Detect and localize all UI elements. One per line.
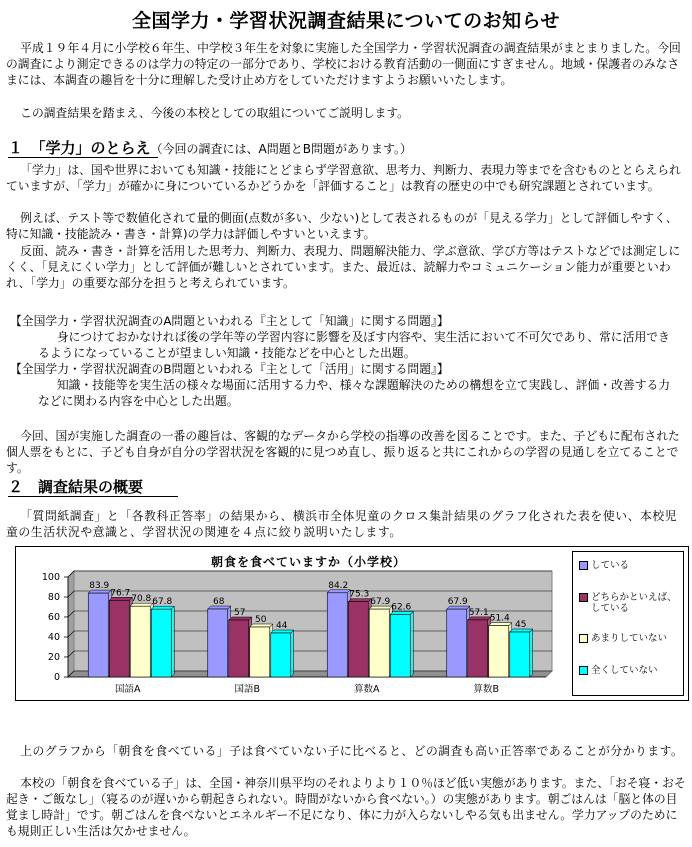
y-tick-label: 20 [47, 652, 60, 663]
bar [510, 632, 530, 677]
bar [109, 600, 129, 677]
chart-title: 朝食を食べていますか（小学校） [211, 555, 407, 569]
legend-swatch [579, 561, 588, 570]
intro-paragraph-1: 平成１９年４月に小学校６年生、中学校３年生を対象に実施した全国学力・学習状況調査の調査結果がまとまりました。今回の調査により測定できるのは学力の特定の一部分であり、学校における教育活動の一側面にすぎません。地域・保護者のみなさまには、本調査の趣旨を十分に理解した受け止め方をしていただけますようお願いいたします。 [6, 41, 681, 87]
bar [88, 593, 108, 677]
data-label: 75.3 [349, 589, 370, 600]
section-2-heading: ２ 調査結果の概要 [8, 478, 144, 496]
legend-label: どちらかといえば、している [591, 592, 677, 614]
problem-a-heading: 【全国学力・学習状況調査のA問題といわれる『主として「知識」に関する問題』】 [10, 314, 449, 328]
data-label: 44 [276, 621, 288, 631]
bar [130, 606, 150, 677]
y-tick-label: 60 [47, 612, 60, 623]
section-1-closing: 今回、国が実施した調査の一番の趣旨は、客観的なデータから学校の指導の改善を図ることです。また、子どもに配布された個人票をもとに、子ども自身が自分の学習状況を客観的に見つめ直し、振り返ると共にこれからの学習の見通しを立てることです。 [6, 429, 680, 475]
bar [250, 627, 270, 677]
data-label: 76.7 [110, 588, 131, 599]
page-title: 全国学力・学習状況調査結果についてのお知らせ [131, 10, 561, 32]
data-label: 70.8 [131, 594, 152, 605]
bar [271, 633, 291, 677]
data-label: 67.9 [447, 597, 468, 608]
breakfast-chart [15, 546, 689, 701]
problem-b-heading: 【全国学力・学習状況調査のB問題といわれる『主として「活用」に関する問題』】 [10, 362, 449, 376]
section-1-title: １ 「学力」のとらえ [8, 139, 151, 157]
bar [348, 602, 368, 677]
bar [151, 609, 171, 677]
section-2-paragraph: 「質問紙調査」と「各教科正答率」の結果から、横浜市全体児童のクロス集計結果のグラフ化された表を使い、本校児童の生活状況や意識と、学習状況の関連を４点に絞り説明いたします。 [6, 509, 678, 539]
legend-label: 全くしていない [591, 665, 658, 676]
chart-plot [16, 547, 572, 700]
legend-swatch [579, 666, 588, 675]
x-tick-label: 算数A [354, 684, 380, 695]
chart-legend [572, 551, 684, 696]
x-tick-label: 国語B [234, 684, 261, 695]
problem-b-description: 知識・技能等を実生活の様々な場面に活用する力や、様々な課題解決のための構想を立て実践し、評価・改善する力などに関わる内容を中心とした出題。 [38, 378, 671, 408]
x-tick-label: 国語A [115, 684, 141, 695]
bar-side [171, 606, 174, 677]
data-label: 84.2 [328, 580, 349, 591]
bar [369, 609, 389, 677]
bar-side [291, 630, 294, 677]
data-label: 67.8 [152, 597, 173, 608]
bar [390, 614, 410, 677]
data-label: 57 [234, 608, 246, 618]
section-1-paragraph-2: 例えば、テスト等で数値化されて量的側面(点数が多い、少ない)として表されるものが「見える学力」として評価しやすく、特に知識・技能読み・書き・計算)の学力は評価しやすいといえます。 [6, 211, 678, 241]
bar-side [410, 611, 413, 677]
data-label: 67.9 [370, 597, 391, 608]
legend-swatch [579, 634, 588, 643]
bar [468, 620, 488, 677]
data-label: 57.1 [468, 607, 489, 618]
x-tick-label: 算数B [473, 684, 500, 695]
data-label: 62.6 [391, 602, 412, 613]
legend-swatch [579, 593, 588, 602]
section-1-paragraph-3: 反面、読み・書き・計算を活用した思考力、判断力、表現力、問題解決能力、学ぶ意欲、学び方等はテストなどでは測定しにくく、「見えにくい学力」として評価が難しいとされています。また、最近は、読解力やコミュニケーション能力が重要といわれ、「学力」の重要な部分を担うと考えられています。 [6, 244, 681, 290]
bar [447, 609, 467, 677]
section-2-underline [8, 496, 178, 497]
after-chart-paragraph-2: 本校の「朝食を食べている子」は、全国・神奈川県平均のそれよりより１０％ほど低い実態があります。また、「おそ寝・おそ起き・ご飯なし」（寝るのが遅いから朝起きられない。時間がないから食べない。）の実態があります。朝ごはんは「脳と体の目覚まし時計」です。朝ごはんを食べないとエネルギー不足になり、体に力が入らないしやる気も出ません。学力アップのためにも規則正しい生活は欠かせません。 [6, 776, 686, 838]
bar [229, 620, 249, 677]
data-label: 50 [255, 615, 267, 625]
data-label: 83.9 [89, 581, 110, 592]
y-tick-label: 0 [53, 672, 60, 683]
bar [327, 593, 347, 677]
legend-label: あまりしていない [591, 633, 668, 644]
bar [489, 626, 509, 677]
data-label: 68 [213, 597, 225, 607]
legend-label: している [591, 560, 630, 571]
problem-a-description: 身につけておかなければ後の学年等の学習内容に影響を及ぼす内容や、実生活において不可欠であり、常に活用できるようになっていることが望ましい知識・技能などを中心とした出題。 [38, 330, 670, 360]
chart-side-wall [68, 571, 74, 677]
bar [208, 609, 228, 677]
y-tick-label: 40 [47, 632, 60, 643]
data-label: 51.4 [489, 613, 510, 624]
section-1-underline [8, 157, 158, 158]
section-1-heading [8, 139, 412, 158]
intro-paragraph-2: この調査結果を踏まえ、今後の本校としての取組についてご説明します。 [20, 106, 409, 120]
data-label: 45 [515, 620, 527, 630]
y-tick-label: 80 [47, 592, 60, 603]
y-tick-label: 100 [41, 572, 60, 583]
section-1-subtitle: （今回の調査には、A問題とB問題があります。） [150, 142, 412, 156]
section-1-paragraph-1: 「学力」は、国や世界においても知識・技能にとどまらず学習意欲、思考力、判断力、表現力等までを含むものととらえられていますが、「学力」が確かに身についているかどうかを「評価すること」は教育の歴史の中でも研究課題とされています。 [6, 163, 681, 193]
after-chart-paragraph-1: 上のグラフから「朝食を食べている」子は食べていない子に比べると、どの調査も高い正答率であることが分かります。 [20, 744, 684, 758]
bar-side [530, 629, 533, 677]
